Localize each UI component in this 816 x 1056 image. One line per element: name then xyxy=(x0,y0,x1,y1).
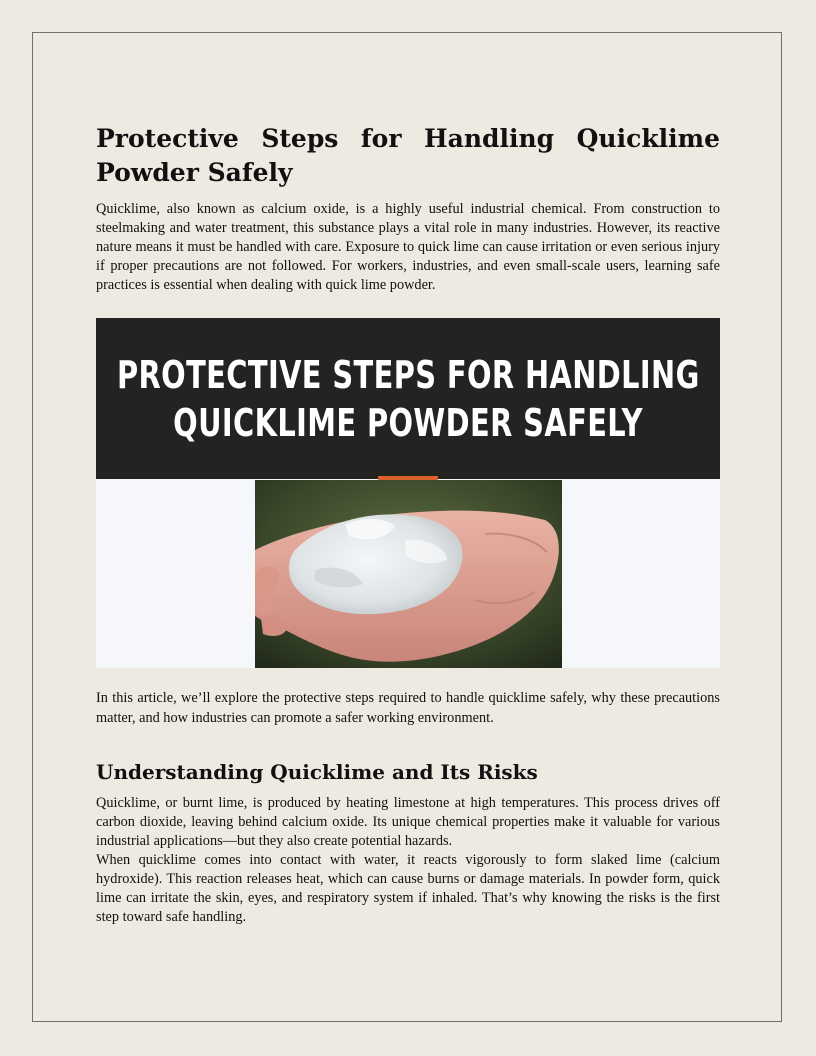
banner-title-block xyxy=(96,318,720,479)
section-paragraph-1: Quicklime, or burnt lime, is produced by heating limestone at high temperatures. This process drives off carbon dioxide, leaving behind calcium oxide. Its unique chemical properties make it valuable for various industrial applications—but they also create potential hazards. xyxy=(96,794,720,849)
after-banner-paragraph: In this article, we’ll explore the protective steps required to handle quicklime safely, why these precautions matter, and how industries can promote a safer working environment. xyxy=(96,690,720,726)
intro-paragraph: Quicklime, also known as calcium oxide, is a highly useful industrial chemical. From construction to steelmaking and water treatment, this substance plays a vital role in many industries. However, its reactive nature means it must be handled with care. Exposure to quick lime can cause irritation or even serious injury if proper precautions are not followed. For workers, industries, and even small-scale users, learning safe practices is essential when dealing with quick lime powder. xyxy=(96,201,720,294)
banner-image xyxy=(96,318,720,668)
section-heading: Understanding Quicklime and Its Risks xyxy=(96,759,538,784)
banner-title-line-1: PROTECTIVE STEPS FOR HANDLING xyxy=(116,352,700,397)
section-paragraph-2: When quicklime comes into contact with water, it reacts vigorously to form slaked lime (calcium hydroxide). This reaction releases heat, which can cause burns or damage materials. In powder form, quick lime can irritate the skin, eyes, and respiratory system if inhaled. That’s why knowing the risks is the first step toward safe handling. xyxy=(96,851,720,926)
banner-title-line-2: QUICKLIME POWDER SAFELY xyxy=(173,400,643,445)
article xyxy=(96,122,720,927)
article-title: Protective Steps for Handling Quicklime Powder Safely xyxy=(96,124,720,187)
hand-holding-powder-icon xyxy=(255,480,562,668)
